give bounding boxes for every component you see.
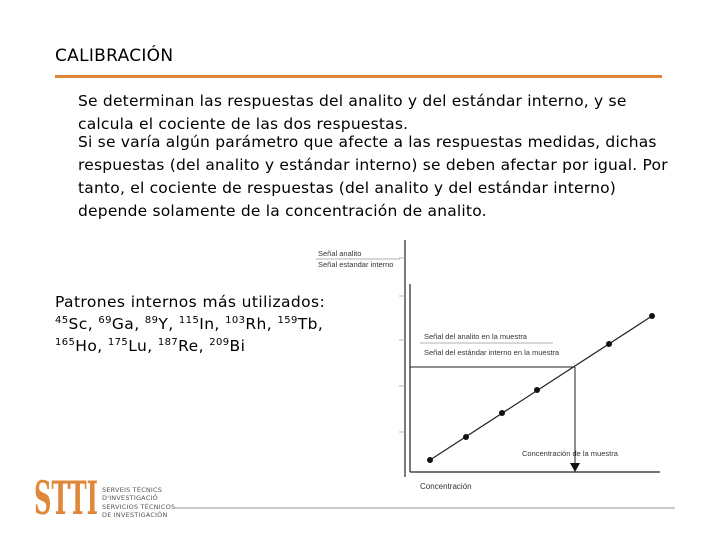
internal-standards-block xyxy=(55,291,325,357)
calibration-point xyxy=(463,434,469,440)
logo-line: D'INVESTIGACIÓ xyxy=(102,494,158,502)
element-symbol: Rh xyxy=(245,315,267,333)
logo-mark: STTI xyxy=(34,471,98,519)
element-symbol: Ho xyxy=(75,337,98,355)
calibration-point xyxy=(649,313,655,319)
legend-sample-internal-standard-signal: Señal del estándar interno en la muestra xyxy=(424,348,560,357)
isotope-mass: 103 xyxy=(225,315,246,326)
element-symbol: Y xyxy=(158,315,169,333)
element-symbol: Bi xyxy=(229,337,246,355)
calibration-point xyxy=(534,387,540,393)
element-symbol: Sc xyxy=(68,315,88,333)
calibration-point xyxy=(427,457,433,463)
x-axis-label: Concentración xyxy=(420,482,472,491)
sample-concentration-label: Concentración de la muestra xyxy=(522,449,618,458)
slide-title: CALIBRACIÓN xyxy=(55,46,174,66)
calibration-point xyxy=(499,410,505,416)
paragraph-parameter-effect: Si se varía algún parámetro que afecte a las respuestas medidas, dichas respuestas (del analito y estándar interno) se deben afectar por igual. Por tanto, el cociente de respuestas (del analito y del estándar interno) depende solamente de la concentración de analito. xyxy=(78,133,668,220)
isotope-mass: 187 xyxy=(157,337,179,348)
standards-heading: Patrones internos más utilizados: xyxy=(55,293,326,311)
calibration-point xyxy=(606,341,612,347)
title-underline xyxy=(55,75,662,78)
standards-line-1: $^{45}$Sc, $^{69}$Ga, $^{89}$Y, $^{115}$In, $^{103}$Rh, $^{159}$Tb, xyxy=(55,315,324,333)
element-symbol: Re xyxy=(178,337,199,355)
isotope-mass: 115 xyxy=(178,315,200,326)
logo-line: SERVICIOS TÉCNICOS xyxy=(102,503,176,511)
legend-sample-analyte-signal: Señal del analito en la muestra xyxy=(424,332,527,341)
logo-line: SERVEIS TÈCNICS xyxy=(102,486,163,494)
isotope-mass: 159 xyxy=(277,315,298,326)
isotope-mass: 69 xyxy=(98,315,112,326)
isotope-mass: 45 xyxy=(55,315,69,326)
calibration-chart xyxy=(308,236,668,494)
element-symbol: Tb xyxy=(297,315,318,333)
element-symbol: In xyxy=(199,315,215,333)
isotope-mass: 165 xyxy=(55,337,76,348)
element-symbol: Lu xyxy=(128,337,148,355)
isotope-mass: 89 xyxy=(144,315,159,326)
isotope-mass: 175 xyxy=(107,337,129,348)
footer-divider xyxy=(175,507,675,509)
logo-line: DE INVESTIGACIÓN xyxy=(102,511,168,519)
standards-line-2: $^{165}$Ho, $^{175}$Lu, $^{187}$Re, $^{209}$Bi xyxy=(55,337,246,355)
isotope-mass: 209 xyxy=(209,337,230,348)
element-symbol: Ga xyxy=(111,315,135,333)
paragraph-response-ratio: Se determinan las respuestas del analito y del estándar interno, y se calcula el cociente de las dos respuestas. xyxy=(78,92,627,133)
legend-analyte-signal: Señal analito xyxy=(318,249,362,258)
stti-logo xyxy=(33,467,99,519)
arrow-down-icon xyxy=(570,463,580,472)
legend-internal-standard-signal: Señal estandar interno xyxy=(318,260,394,269)
